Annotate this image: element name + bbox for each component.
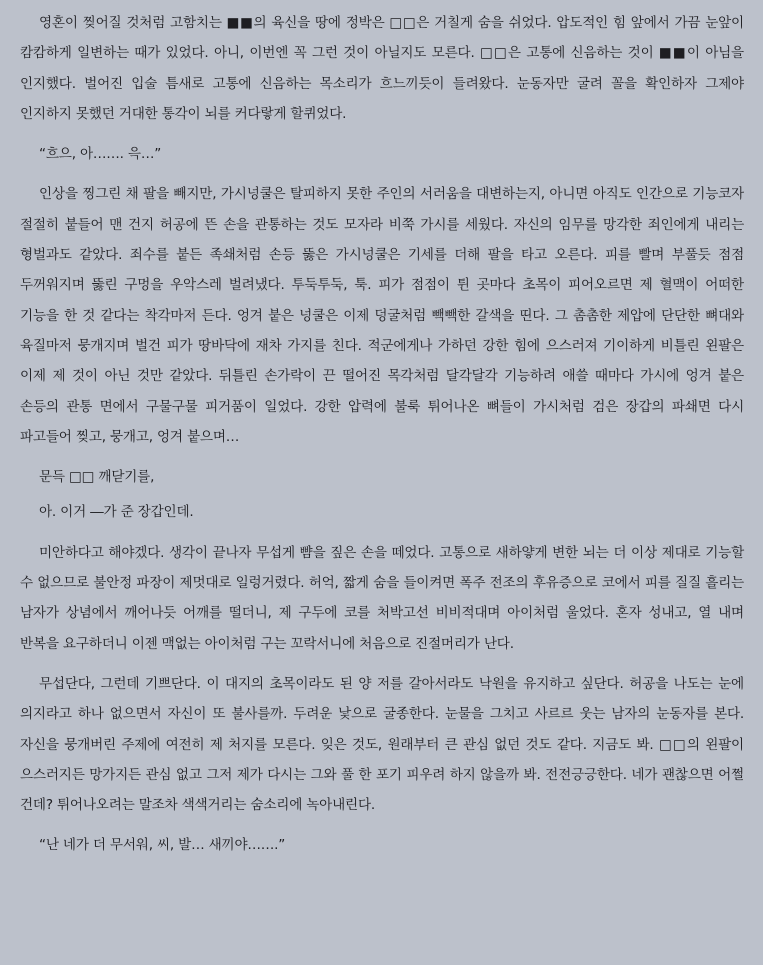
paragraph: 무섭단다, 그런데 기쁘단다. 이 대지의 초목이라도 된 양 저를 갈아서라도 낙원을 유지하고 싶단다. 허공을 나도는 눈에 의지라고 하나 없으면서 자신이 또 불사를까. 두려운 낯으로 굴종한다. 눈물을 그치고 사르르 웃는 남자의 눈동자를 본다. 자신을 뭉개버린 주제에 여전히 제 처지를 모른다. 잊은 것도, 원래부터 큰 관심 없던 것도 같다. 지금도 봐. □□의 왼팔이 으스러지든 망가지든 관심 없고 그저 제가 다시는 그와 풀 한 포기 피우려 하지 않을까 봐. 전전긍긍한다. 네가 괜찮으면 어쩔 건데? 튀어나오려는 말조차 색색거리는 숨소리에 녹아내린다.: [20, 675, 744, 814]
paragraph: 미안하다고 해야겠다. 생각이 끝나자 무섭게 뺨을 짚은 손을 떼었다. 고통으로 새하얗게 변한 뇌는 더 이상 제대로 기능할 수 없으므로 불안정 파장이 제멋대로 일렁거렸다. 허억, 짧게 숨을 들이켜면 폭주 전조의 후유증으로 코에서 피를 질질 흘리는 남자가 상념에서 깨어나듯 어깨를 떨더니, 제 구두에 코를 처박고선 비비적대며 아이처럼 울었다. 혼자 성내고, 열 내며 반복을 요구하더니 이젠 맥없는 아이처럼 구는 꼬락서니에 처음으로 진절머리가 난다.: [20, 544, 744, 652]
paragraph: 영혼이 찢어질 것처럼 고함치는 ■■의 육신을 땅에 정박은 □□은 거칠게 숨을 쉬었다. 압도적인 힘 앞에서 가끔 눈앞이 캄캄하게 일변하는 때가 있었다. 아니, 이번엔 꼭 그런 것이 아닐지도 모른다. □□은 고통에 신음하는 것이 ■■이 아님을 인지했다. 벌어진 입술 틈새로 고통에 신음하는 목소리가 흐느끼듯이 들려왔다. 눈동자만 굴려 꼴을 확인하자 그제야 인지하지 못했던 거대한 통각이 뇌를 커다랗게 할퀴었다.: [20, 15, 744, 122]
paragraph: 아. 이거 ―가 준 장갑인데.: [39, 504, 194, 521]
dialogue-line: “흐으, 아……. 윽…”: [39, 146, 162, 163]
paragraph: 인상을 찡그린 채 팔을 빼지만, 가시넝쿨은 탈피하지 못한 주인의 서러움을 대변하는지, 아니면 아직도 인간으로 기능코자 절절히 붙들어 맨 건지 허공에 뜬 손을 관통하는 것도 모자라 비쭉 가시를 세웠다. 자신의 임무를 망각한 죄인에게 내리는 형벌과도 같았다. 죄수를 붙든 족쇄처럼 손등 뚫은 가시넝쿨은 기세를 더해 팔을 타고 오른다. 피를 빨며 부풀듯 점점 두꺼워지며 뚫린 구멍을 우악스레 벌려냈다. 투둑투둑, 툭. 피가 점점이 튄 곳마다 초목이 피어오르면 제 혈맥이 어떠한 기능을 한 것 같다는 착각마저 든다. 엉겨 붙은 넝쿨은 이제 덩굴처럼 빽빽한 갈색을 띤다. 그 촘촘한 제압에 단단한 뼈대와 육질마저 뭉개지며 벌건 피가 땅바닥에 재차 가지를 친다. 적군에게나 가하던 강한 힘에 으스러져 기이하게 비틀린 왼팔은 이제 제 것이 아닌 것만 같았다. 뒤틀린 손가락이 끈 떨어진 목각처럼 달각달각 기능하려 애쓸 때마다 가시에 엉겨 붙은 손등의 관통 면에서 구물구물 피거품이 일었다. 강한 압력에 불룩 튀어나온 뼈들이 가시처럼 검은 장갑의 파쇄면 다시 파고들어 찢고, 뭉개고, 엉겨 붙으며…: [20, 186, 744, 445]
dialogue-line: “난 네가 더 무서워, 씨, 발… 새끼야…….”: [39, 837, 286, 854]
paragraph: 문득 □□ 깨닫기를,: [39, 469, 155, 486]
